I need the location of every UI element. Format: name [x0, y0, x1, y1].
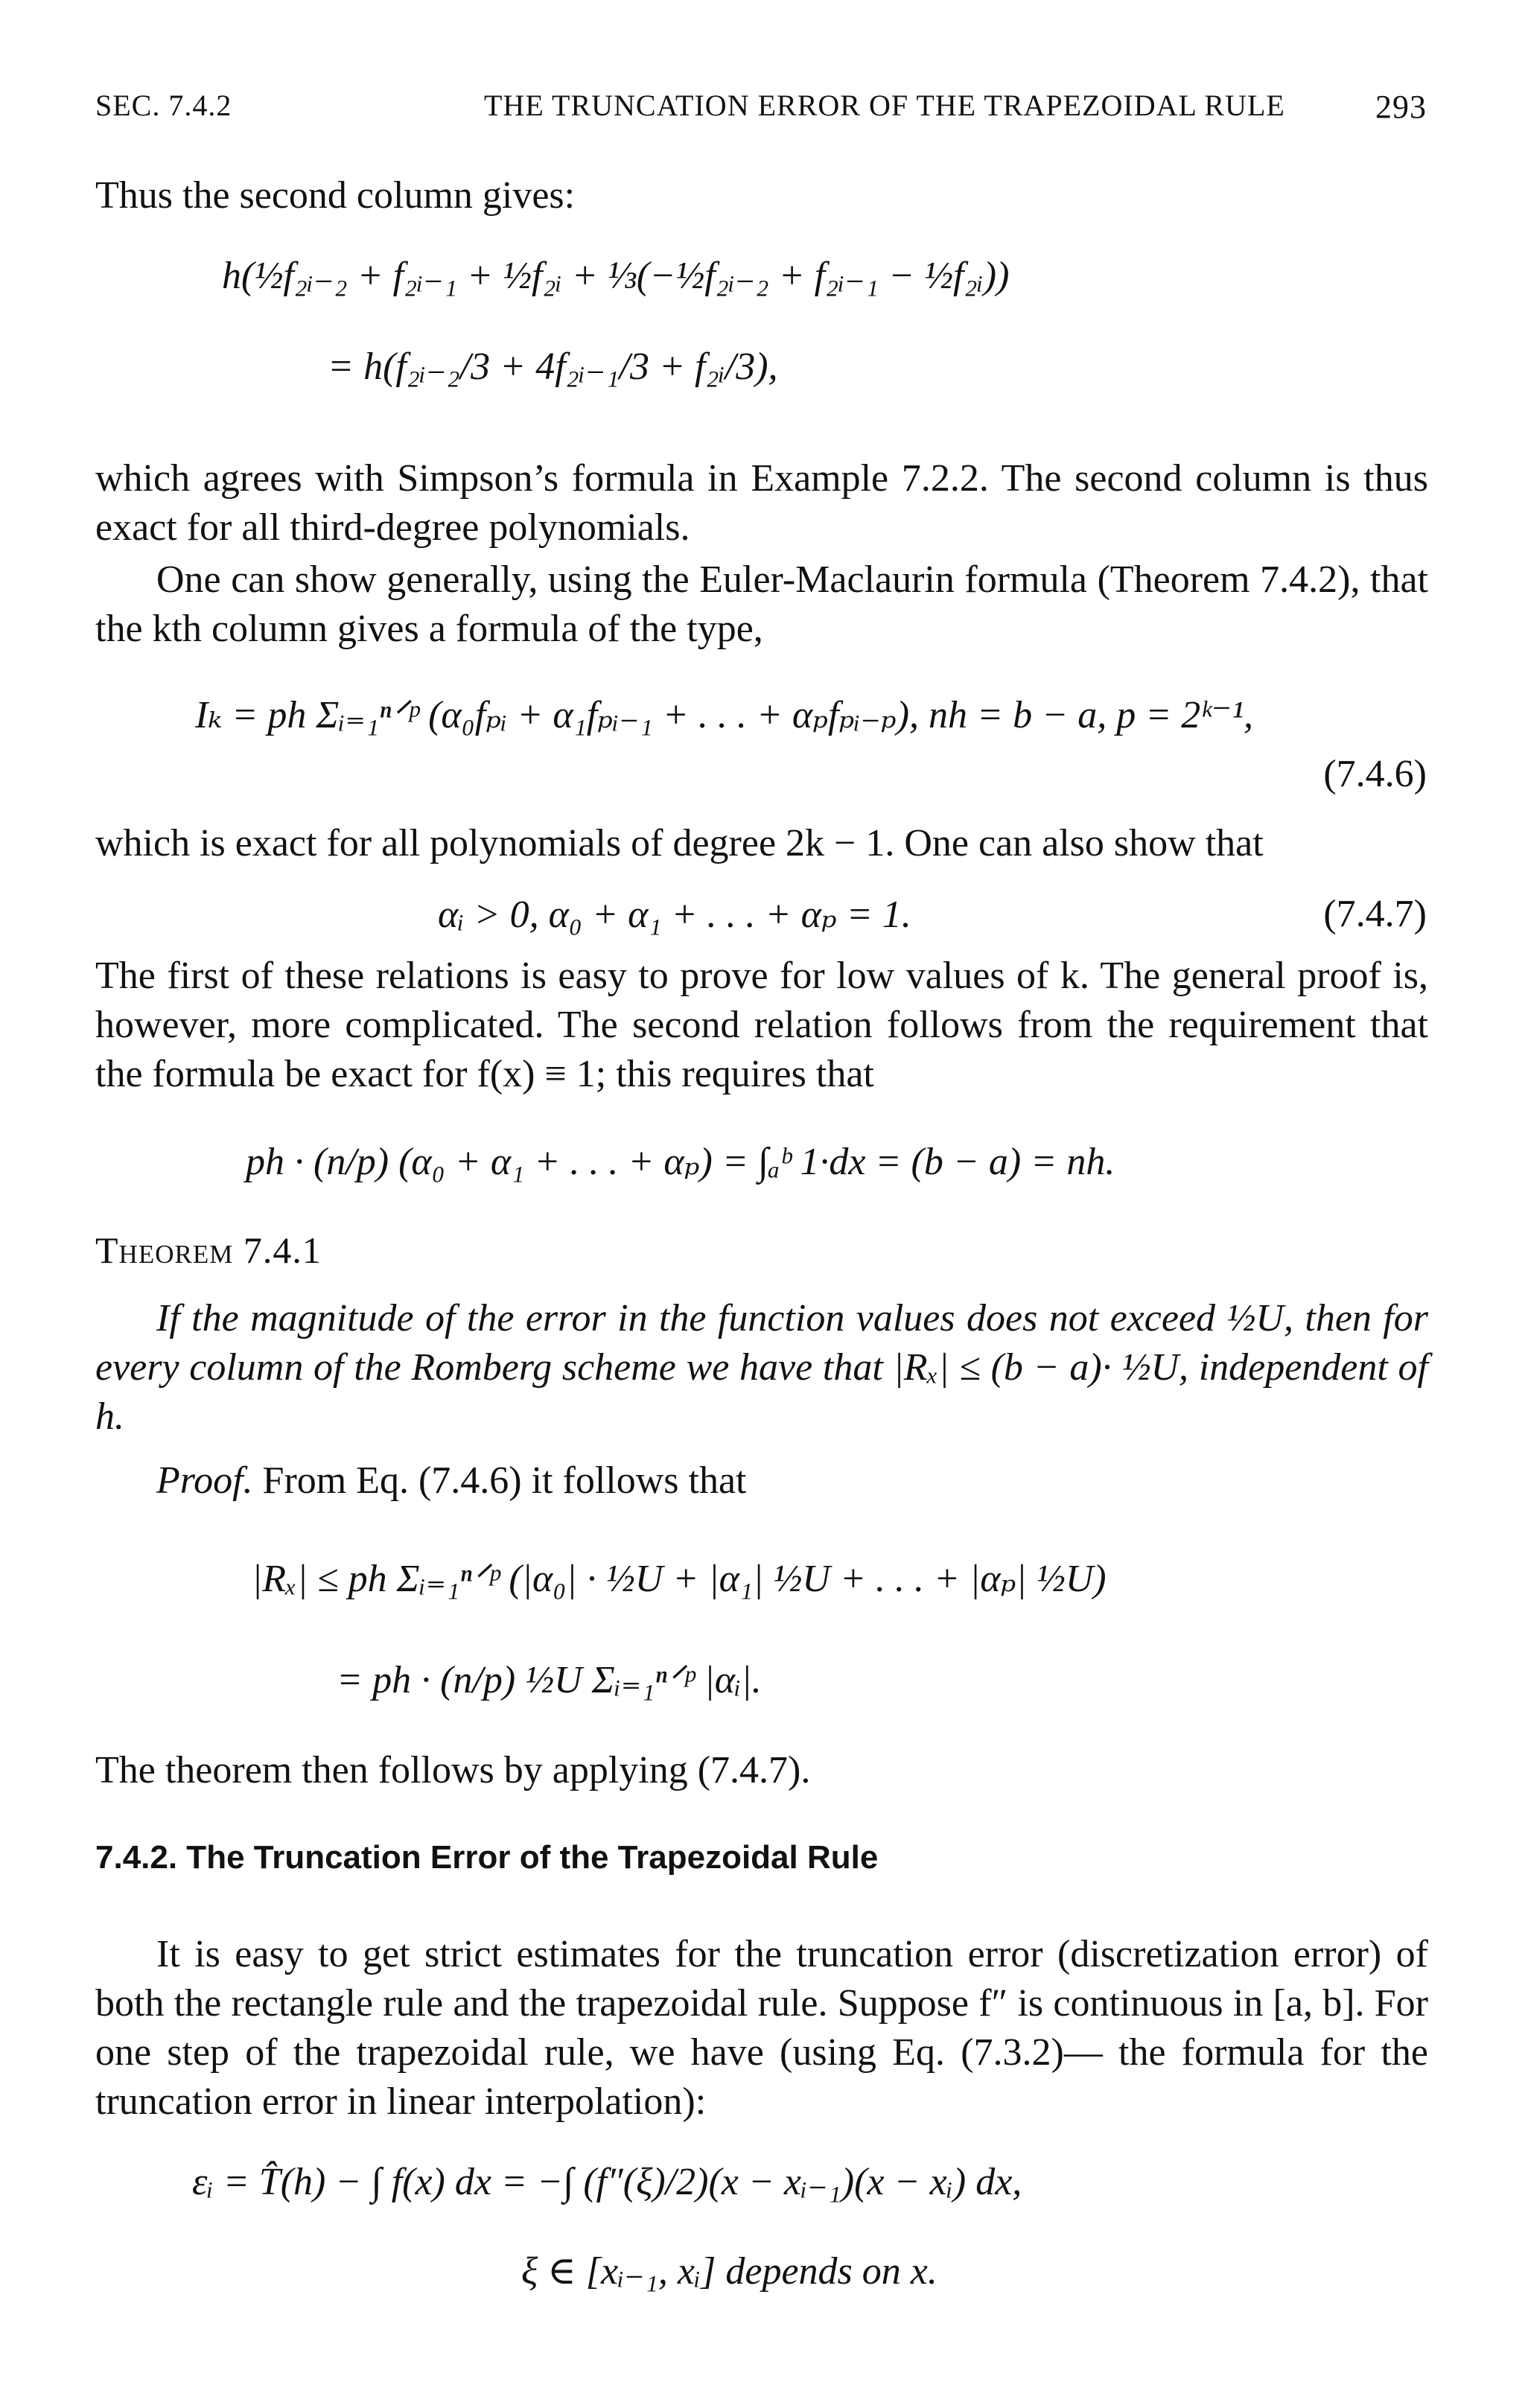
equation-number-7-4-7: (7.4.7) — [1323, 893, 1427, 935]
equation-bound-line1: |Rₓ| ≤ ph Σᵢ₌₁ⁿᐟᵖ (|α₀| · ½U + |α₁| ½U + . . . + |αₚ| ½U) — [252, 1558, 1107, 1600]
proof-intro — [95, 1456, 1428, 1506]
equation-bound-line2: = ph · (n/p) ½U Σᵢ₌₁ⁿᐟᵖ |αᵢ|. — [337, 1659, 762, 1701]
paragraph-exact: which is exact for all polynomials of degree 2k − 1. One can also show that — [95, 822, 1264, 864]
equation-7-4-6: Iₖ = ph Σᵢ₌₁ⁿᐟᵖ (α₀fₚᵢ + α₁fₚᵢ₋₁ + . . . + αₚfₚᵢ₋ₚ), nh = b − a, p = 2ᵏ⁻¹, — [195, 694, 1253, 736]
paragraph-relations: The first of these relations is easy to prove for low values of k. The general proof is, however, more complicated. The second relation follows from the requirement that the formula be exact for f(x) ≡ 1; this requires that — [95, 955, 1428, 1095]
paragraph-truncation: It is easy to get strict estimates for the truncation error (discretization error) of both the rectangle rule and the trapezoidal rule. Suppose f″ is continuous in [a, b]. For one step of the trapezoidal rule, we have (using Eq. (7.3.2)— the formula for the truncation error in linear interpolation): — [95, 1933, 1428, 2123]
equation-truncation-error: εᵢ = T̂(h) − ∫ f(x) dx = −∫ (f″(ξ)/2)(x − xᵢ₋₁)(x − xᵢ) dx, — [192, 2161, 1022, 2203]
section-heading: 7.4.2. The Truncation Error of the Trapezoidal Rule — [95, 1839, 879, 1876]
equation-7-4-7: αᵢ > 0, α₀ + α₁ + . . . + αₚ = 1. — [438, 894, 911, 936]
paragraph-theorem-follows: The theorem then follows by applying (7.4.7). — [95, 1749, 811, 1791]
theorem-heading: Theorem 7.4.1 — [95, 1229, 322, 1271]
header-section: SEC. 7.4.2 — [95, 89, 232, 122]
header-title: THE TRUNCATION ERROR OF THE TRAPEZOIDAL RULE — [484, 89, 1285, 122]
equation-number-7-4-6: (7.4.6) — [1323, 753, 1427, 795]
theorem-statement: If the magnitude of the error in the function values does not exceed ½U, then for every column of the Romberg scheme we have that |Rₓ| ≤ (b − a)· ½U, independent of h. — [95, 1297, 1428, 1438]
paragraph-simpson: which agrees with Simpson’s formula in Example 7.2.2. The second column is thus exact for all third-degree polynomials. — [95, 457, 1428, 549]
paragraph-euler-maclaurin: One can show generally, using the Euler-Maclaurin formula (Theorem 7.4.2), that the kth column gives a formula of the type, — [95, 558, 1428, 650]
equation-sum-line1: h(½f₂ᵢ₋₂ + f₂ᵢ₋₁ + ½f₂ᵢ + ⅓(−½f₂ᵢ₋₂ + f₂ᵢ₋₁ − ½f₂ᵢ)) — [222, 255, 1010, 297]
proof-label: Proof. — [156, 1459, 253, 1502]
page-number: 293 — [1375, 89, 1427, 125]
equation-requirement: ph · (n/p) (α₀ + α₁ + . . . + αₚ) = ∫ₐᵇ 1·dx = (b − a) = nh. — [246, 1141, 1115, 1183]
proof-text: From Eq. (7.4.6) it follows that — [262, 1459, 747, 1502]
equation-sum-line2: = h(f₂ᵢ₋₂/3 + 4f₂ᵢ₋₁/3 + f₂ᵢ/3), — [328, 345, 778, 388]
equation-xi-condition: ξ ∈ [xᵢ₋₁, xᵢ] depends on x. — [521, 2250, 937, 2293]
paragraph-intro: Thus the second column gives: — [95, 174, 576, 217]
